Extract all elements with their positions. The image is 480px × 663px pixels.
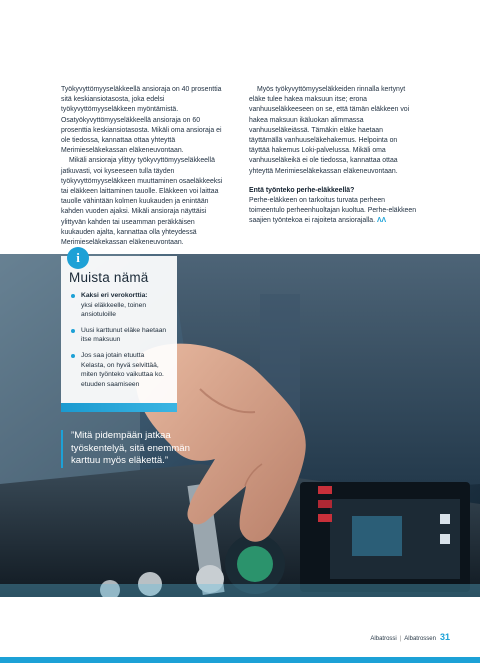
reminder-item-text: Jos saa jotain etuutta Kelasta, on hyvä selvittää, miten työnteko vaikuttaa ko. etuuden saamiseen — [81, 351, 164, 388]
left-paragraph-1: Työkyvyttömyyseläkkeellä ansioraja on 40 prosenttia sitä keskiansiotasosta, joka edelsi työkyvyttömyyseläkkeen myöntämistä. Osatyökyvyttömyyseläkkeellä ansioraja on 60 prosenttia keskiansiotasosta. Mikäli oma ansioraja ei ole tiedossa, kannattaa ottaa yhteyttä Merimieseläkekassan eläkeneuvontaan. — [61, 86, 222, 155]
reminder-box-band — [61, 403, 177, 412]
reminder-item — [69, 291, 169, 320]
info-icon: i — [67, 247, 89, 269]
reminder-item-text: Uusi karttunut eläke haetaan itse maksuun — [81, 326, 167, 344]
publication-name-sv: Albatrossen — [404, 636, 436, 642]
left-text-column — [61, 85, 227, 248]
section-subheading: Entä työnteko perhe-eläkkeellä? — [249, 186, 355, 194]
reminder-item — [69, 351, 169, 389]
right-paragraph-1: Myös työkyvyttömyyseläkkeiden rinnalla kertynyt eläke tulee hakea maksuun itse; erona vanhuuseläkkeeseen on se, että tämän eläkkeen voi hakea maksuun ikäluokan alimmassa vanhuuseläkeiässä. Tämäkin eläke haetaan täyttämällä vanhuuseläkehakemus. Helpointa on täyttää hakemus Loki-palvelussa. Mikäli oma vanhuuseläkeikä ei ole tiedossa, kannattaa ottaa yhteyttä Merimieseläkekassan eläkeneuvontaan. — [249, 86, 410, 175]
footer-separator: | — [399, 636, 402, 642]
pull-quote-text: ”Mitä pidempään jatkaa työskentelyä, sitä enemmän karttuu myös eläkettä.” — [71, 430, 190, 467]
publication-name-fi: Albatrossi — [370, 636, 397, 642]
reminder-list — [69, 291, 169, 389]
left-paragraph-2: Mikäli ansioraja ylittyy työkyvyttömyyseläkkeellä jatkuvasti, voi kyseeseen tulla täyden työkyvyttömyyseläkkeen muuttaminen osaeläkkeeksi tai eläkkeen laittaminen tauolle. Eläkkeen voi laittaa tauolle vähintään kolmen kuukauden ja enintään kahden vuoden ajaksi. Mikäli ansioraja näyttäisi ylittyvän kahden tai useamman peräkkäisen kuukauden ajalta, kannattaa olla yhteydessä Merimieseläkekassan eläkeneuvontaan. — [61, 157, 223, 247]
reminder-item-bold: Kaksi eri verokorttia: — [81, 292, 148, 299]
reminder-box-title: Muista nämä — [69, 270, 149, 285]
reminder-box — [61, 250, 177, 412]
reminder-item-text: yksi eläkkeelle, toinen ansiotuloille — [81, 301, 147, 319]
page-number: 31 — [439, 632, 450, 642]
page-footer — [370, 632, 450, 642]
right-text-column — [249, 85, 417, 227]
reminder-box-content — [61, 256, 177, 403]
end-mark-icon: ΛΛ — [376, 217, 387, 225]
reminder-item — [69, 326, 169, 345]
right-paragraph-2 — [249, 196, 417, 227]
pull-quote — [61, 430, 191, 468]
right-paragraph-2-text: Perhe-eläkkeen on tarkoitus turvata perheen toimeentulo perheenhuoltajan kuoltua. Perhe-eläkkeen saajien työntekoa ei rajoiteta ansiorajalla. — [249, 197, 417, 225]
bottom-accent-band — [0, 657, 480, 663]
